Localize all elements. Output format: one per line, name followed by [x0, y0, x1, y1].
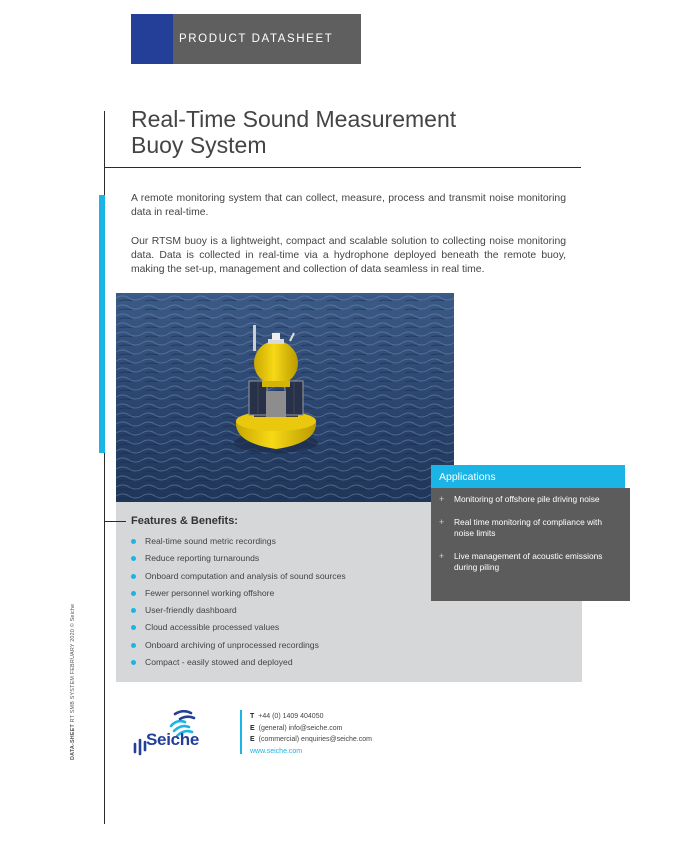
buoy-photo — [116, 293, 454, 502]
list-item: + Live management of acoustic emissions during piling — [439, 550, 603, 572]
left-accent-bar — [99, 195, 105, 453]
header-accent-block — [131, 14, 173, 64]
list-item: Fewer personnel working offshore — [131, 585, 346, 602]
buoy-photo-illustration — [116, 293, 454, 502]
list-item: User-friendly dashboard — [131, 602, 346, 619]
title-divider — [104, 167, 581, 168]
applications-panel — [431, 488, 630, 601]
document-reference: DATA-SHEET RT SMB SYSTEM FEBRUARY 2020 © Seiche — [70, 603, 76, 760]
list-item: Reduce reporting turnarounds — [131, 550, 346, 567]
email-general-line: E (general) info@seiche.com — [250, 724, 343, 732]
bullet-icon — [131, 608, 136, 613]
list-item: Onboard computation and analysis of sound sources — [131, 568, 346, 585]
bullet-icon — [131, 643, 136, 648]
logo-wordmark: Seiche — [146, 730, 200, 749]
bullet-icon — [131, 574, 136, 579]
plus-icon: + — [439, 494, 445, 504]
list-item: + Monitoring of offshore pile driving noise — [439, 494, 600, 504]
bullet-icon — [131, 556, 136, 561]
list-item: + Real time monitoring of compliance with noise limits — [439, 516, 603, 538]
plus-icon: + — [439, 516, 445, 527]
email-commercial-line: E (commercial) enquiries@seiche.com — [250, 736, 372, 743]
list-item: Cloud accessible processed values — [131, 619, 346, 636]
website-link[interactable]: www.seiche.com — [250, 747, 303, 755]
list-item: Onboard archiving of unprocessed recordings — [131, 637, 346, 654]
features-tick — [104, 521, 126, 522]
header-label: PRODUCT DATASHEET — [173, 14, 361, 64]
contact-details — [250, 711, 372, 757]
list-item: Real-time sound metric recordings — [131, 533, 346, 550]
bullet-icon — [131, 625, 136, 630]
bullet-icon — [131, 539, 136, 544]
contacts-accent-bar — [240, 710, 242, 754]
page-title — [131, 106, 551, 158]
title-line-2: Buoy System — [131, 132, 267, 158]
bullet-icon — [131, 660, 136, 665]
bullet-icon — [131, 591, 136, 596]
intro-paragraph-1: A remote monitoring system that can collect, measure, process and transmit noise monitoring data in real-time. — [131, 193, 566, 218]
features-title: Features & Benefits: — [131, 515, 238, 527]
applications-title: Applications — [431, 465, 625, 488]
plus-icon: + — [439, 550, 445, 561]
intro-paragraph-2: Our RTSM buoy is a lightweight, compact and scalable solution to collecting noise monitoring data. Data is collected in real-time via a hydrophone deployed beneath the remote buoy, making the set-up, management and collection of data seamless in real time. — [131, 236, 566, 275]
title-line-1: Real-Time Sound Measurement — [131, 106, 457, 132]
features-list — [131, 533, 346, 671]
phone-line: T +44 (0) 1409 404050 — [250, 713, 324, 720]
list-item: Compact - easily stowed and deployed — [131, 654, 346, 671]
